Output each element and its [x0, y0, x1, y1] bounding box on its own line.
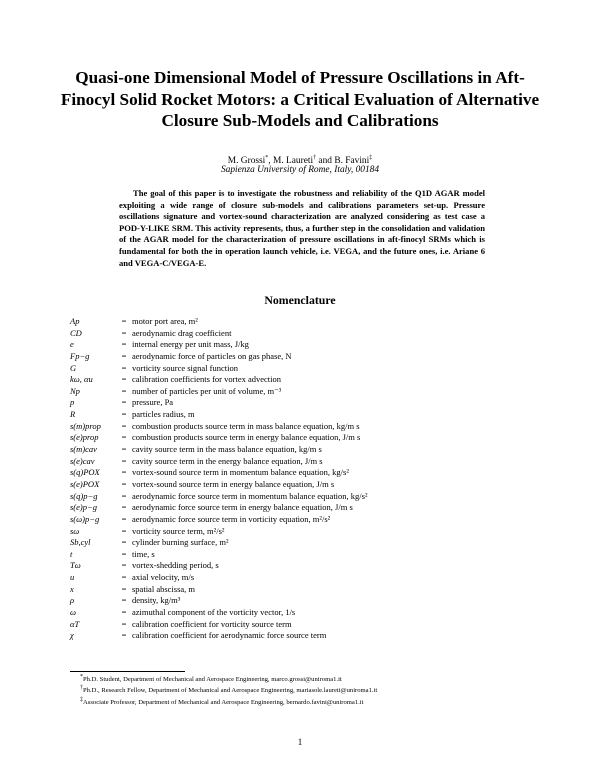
nomenclature-definition: combustion products source term in energy balance equation, J/m s	[132, 432, 361, 443]
nomenclature-equals: =	[121, 385, 127, 396]
nomenclature-row	[70, 363, 540, 375]
nomenclature-equals: =	[121, 490, 127, 501]
nomenclature-symbol: R	[70, 409, 76, 420]
footnote-marker: ‡	[369, 155, 373, 161]
nomenclature-definition: cylinder burning surface, m²	[132, 537, 229, 548]
nomenclature-definition: cavity source term in the energy balance equation, J/m s	[132, 455, 323, 466]
nomenclature-symbol: s(e)POX	[70, 478, 100, 489]
nomenclature-symbol: Tω	[70, 560, 81, 571]
nomenclature-row	[70, 386, 540, 398]
nomenclature-row	[70, 339, 540, 351]
nomenclature-row	[70, 514, 540, 526]
nomenclature-row	[70, 467, 540, 479]
nomenclature-equals: =	[121, 420, 127, 431]
affiliation: Sapienza University of Rome, Italy, 00184	[220, 165, 380, 175]
abstract: The goal of this paper is to investigate the robustness and reliability of the Q1D AGAR model exploiting a wide range of closure sub-models and calibrations parameters set-up. Pressure oscillations signature and vortex-sound characterization are analyzed considering as test case a POD-Y-LIKE SRM. This activity represents, thus, a further step in the consolidation and validation of the AGAR model for the characterization of pressure oscillations in aft-finocyl SRMs which is fundamental for both the in operation launch vehicle, i.e. VEGA, and the future ones, i.e. Ariane 6 and VEGA-C/VEGA-E.	[119, 188, 485, 268]
nomenclature-row	[70, 397, 540, 409]
nomenclature-row	[70, 584, 540, 596]
nomenclature-definition: calibration coefficient for vorticity source term	[132, 618, 292, 629]
nomenclature-row	[70, 537, 540, 549]
nomenclature-definition: vortex-shedding period, s	[132, 560, 219, 571]
footnote-text: Ph.D., Research Fellow, Department of Mechanical and Aerospace Engineering, mariasole.laureti@uniroma1.it	[83, 687, 378, 695]
nomenclature-row	[70, 572, 540, 584]
nomenclature-row	[70, 491, 540, 503]
nomenclature-definition: internal energy per unit mass, J/kg	[132, 339, 249, 350]
nomenclature-symbol: e	[70, 339, 74, 350]
nomenclature-equals: =	[121, 607, 127, 618]
nomenclature-equals: =	[121, 316, 127, 326]
nomenclature-symbol: t	[70, 548, 73, 559]
nomenclature-definition: aerodynamic force source term in energy balance equation, J/m s	[132, 502, 353, 513]
nomenclature-definition: pressure, Pa	[132, 397, 174, 408]
nomenclature-definition: density, kg/m³	[132, 595, 181, 606]
nomenclature-row	[70, 432, 540, 444]
footnote-marker: †	[80, 685, 83, 692]
nomenclature-symbol: Ap	[70, 316, 80, 326]
footnote-marker: *	[80, 674, 83, 680]
footnote-marker: *	[265, 155, 269, 161]
nomenclature-row	[70, 607, 540, 619]
nomenclature-equals: =	[121, 432, 127, 443]
nomenclature-definition: axial velocity, m/s	[132, 572, 195, 583]
nomenclature-definition: combustion products source term in mass balance equation, kg/m s	[132, 420, 360, 431]
nomenclature-row	[70, 374, 540, 386]
nomenclature-equals: =	[121, 630, 127, 641]
nomenclature-row	[70, 421, 540, 433]
nomenclature-equals: =	[121, 560, 127, 571]
nomenclature-equals: =	[121, 467, 127, 478]
nomenclature-row	[70, 560, 540, 572]
nomenclature-row	[70, 619, 540, 631]
nomenclature-symbol: χ	[70, 630, 74, 641]
footnote-marker: ‡	[80, 696, 83, 703]
nomenclature-equals: =	[121, 502, 127, 513]
nomenclature-row	[70, 479, 540, 491]
nomenclature-symbol: ω	[70, 607, 77, 618]
nomenclature-symbol: s(e)p−g	[70, 502, 97, 513]
nomenclature-equals: =	[121, 362, 127, 373]
nomenclature-definition: time, s	[132, 548, 155, 559]
nomenclature-definition: azimuthal component of the vorticity vector, 1/s	[132, 607, 296, 618]
footnote	[80, 684, 540, 695]
nomenclature-row	[70, 595, 540, 607]
nomenclature-definition: spatial abscissa, m	[132, 583, 196, 594]
nomenclature-symbol: u	[70, 572, 75, 583]
nomenclature-row	[70, 444, 540, 456]
nomenclature-row	[70, 409, 540, 421]
footnote-text: Ph.D. Student, Department of Mechanical and Aerospace Engineering, marco.grossi@uniroma1.it	[83, 676, 342, 684]
nomenclature-symbol: Fp−g	[70, 350, 90, 361]
nomenclature-symbol: kω, αu	[70, 374, 93, 385]
page-number: 1	[297, 737, 303, 747]
nomenclature-definition: particles radius, m	[132, 409, 195, 420]
nomenclature-symbol: sω	[70, 525, 80, 536]
nomenclature-symbol: s(q)POX	[70, 467, 100, 478]
nomenclature-equals: =	[121, 537, 127, 548]
nomenclature-definition: aerodynamic force source term in momentum balance equation, kg/s²	[132, 490, 368, 501]
nomenclature-row	[70, 549, 540, 561]
nomenclature-symbol: x	[70, 583, 74, 594]
nomenclature-definition: cavity source term in the mass balance equation, kg/m s	[132, 444, 322, 455]
nomenclature-equals: =	[121, 444, 127, 455]
nomenclature-definition: calibration coefficients for vortex advection	[132, 374, 282, 385]
nomenclature-symbol: G	[70, 362, 77, 373]
footnote-text: Associate Professor, Department of Mechanical and Aerospace Engineering, bernardo.favini@uniroma1.it	[83, 698, 364, 706]
nomenclature-symbol: Np	[70, 385, 80, 396]
nomenclature-symbol: p	[70, 397, 75, 408]
nomenclature-symbol: s(e)cav	[70, 455, 95, 466]
nomenclature-definition: vorticity source term, m²/s²	[132, 525, 225, 536]
nomenclature-equals: =	[121, 397, 127, 408]
footnote-marker: †	[313, 155, 317, 161]
nomenclature-row	[70, 630, 540, 642]
nomenclature-equals: =	[121, 583, 127, 594]
footnotes	[80, 673, 540, 707]
nomenclature-equals: =	[121, 513, 127, 524]
nomenclature-definition: motor port area, m²	[132, 316, 198, 326]
nomenclature-definition: calibration coefficient for aerodynamic force source term	[132, 630, 327, 641]
footnote	[80, 696, 540, 707]
author-name: M. Grossi	[227, 156, 266, 167]
nomenclature-definition: vorticity source signal function	[132, 362, 238, 373]
author-name: M. Laureti	[272, 156, 314, 167]
author-separator: and	[316, 156, 335, 167]
nomenclature-equals: =	[121, 525, 127, 536]
nomenclature-equals: =	[121, 455, 127, 466]
nomenclature-symbol: CD	[70, 327, 82, 338]
nomenclature-equals: =	[121, 409, 127, 420]
nomenclature-definition: aerodynamic drag coefficient	[132, 327, 232, 338]
nomenclature-equals: =	[121, 339, 127, 350]
nomenclature-equals: =	[121, 350, 127, 361]
author-name: B. Favini	[334, 156, 370, 167]
nomenclature-row	[70, 456, 540, 468]
nomenclature-list	[70, 316, 540, 642]
nomenclature-equals: =	[121, 595, 127, 606]
nomenclature-equals: =	[121, 548, 127, 559]
nomenclature-equals: =	[121, 572, 127, 583]
nomenclature-definition: aerodynamic force of particles on gas phase, N	[132, 350, 292, 361]
nomenclature-symbol: αT	[70, 618, 80, 629]
nomenclature-symbol: Sb,cyl	[70, 537, 91, 548]
nomenclature-row	[70, 526, 540, 538]
nomenclature-definition: aerodynamic force source term in vorticity equation, m²/s²	[132, 513, 331, 524]
nomenclature-definition: number of particles per unit of volume, m⁻³	[132, 385, 282, 396]
nomenclature-definition: vortex-sound source term in momentum balance equation, kg/s²	[132, 467, 349, 478]
footnote	[80, 673, 540, 684]
nomenclature-equals: =	[121, 327, 127, 338]
nomenclature-row	[70, 351, 540, 363]
nomenclature-symbol: s(ω)p−g	[70, 513, 100, 524]
nomenclature-symbol: s(e)prop	[70, 432, 99, 443]
nomenclature-row	[70, 328, 540, 340]
nomenclature-row	[70, 502, 540, 514]
nomenclature-row	[70, 316, 540, 328]
nomenclature-equals: =	[121, 374, 127, 385]
nomenclature-heading: Nomenclature	[264, 293, 336, 307]
footnote-divider	[70, 671, 185, 672]
nomenclature-definition: vortex-sound source term in energy balance equation, J/m s	[132, 478, 335, 489]
author-separator: ,	[268, 156, 273, 167]
nomenclature-equals: =	[121, 478, 127, 489]
nomenclature-symbol: ρ	[70, 595, 75, 606]
paper-title: Quasi-one Dimensional Model of Pressure Oscillations in Aft-Finocyl Solid Rocket Motors: a Critical Evaluation of Alternative Closure Sub-Models and Calibrations	[60, 68, 540, 131]
nomenclature-symbol: s(m)prop	[70, 420, 101, 431]
nomenclature-symbol: s(q)p−g	[70, 490, 98, 501]
nomenclature-symbol: s(m)cav	[70, 444, 97, 455]
nomenclature-equals: =	[121, 618, 127, 629]
